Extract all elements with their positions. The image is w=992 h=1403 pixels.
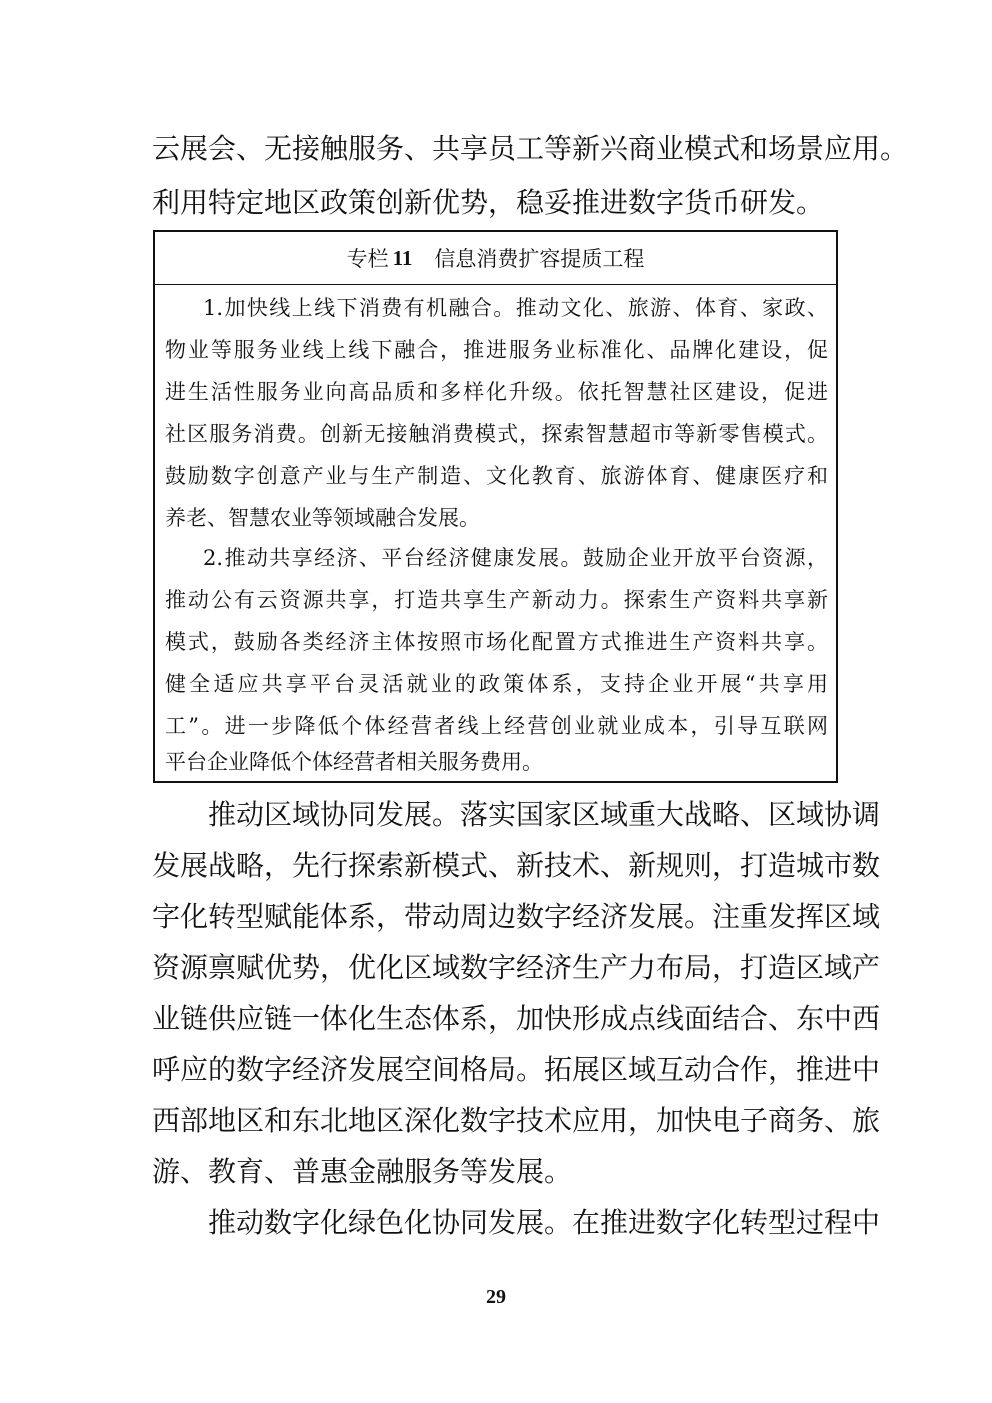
box-item1-line: 1.加快线上线下消费有机融合。推动文化、旅游、体育、家政、 [203,296,828,320]
box-item2-line: 2.推动共享经济、平台经济健康发展。鼓励企业开放平台资源， [203,546,828,570]
paragraph-line: 游、教育、普惠金融服务等发展。 [152,1155,573,1188]
feature-box-number: 11 [392,245,413,270]
box-item1-line: 进生活性服务业向高品质和多样化升级。依托智慧社区建设，促进 [165,380,828,404]
paragraph-line: 推动区域协同发展。落实国家区域重大战略、区域协调 [208,798,881,831]
paragraph-line: 发展战略，先行探索新模式、新技术、新规则，打造城市数 [152,849,881,882]
paragraph-line: 西部地区和东北地区深化数字技术应用，加快电子商务、旅 [152,1104,881,1137]
paragraph-line: 资源禀赋优势，优化区域数字经济生产力布局，打造区域产 [152,951,881,984]
box-item2-line: 工”。进一步降低个体经营者线上经营创业就业成本，引导互联网 [165,714,828,738]
box-item1-line: 社区服务消费。创新无接触消费模式，探索智慧超市等新零售模式。 [165,422,828,446]
feature-box-title: 信息消费扩容提质工程 [434,247,645,271]
box-item2-line: 模式，鼓励各类经济主体按照市场化配置方式推进生产资料共享。 [165,630,828,654]
box-item1-line: 物业等服务业线上线下融合，推进服务业标准化、品牌化建设，促 [165,338,828,362]
paragraph-line: 字化转型赋能体系，带动周边数字经济发展。注重发挥区域 [152,900,881,933]
feature-box [153,230,838,783]
box-item2-line: 平台企业降低个体经营者相关服务费用。 [165,750,543,774]
box-item1-line: 鼓励数字创意产业与生产制造、文化教育、旅游体育、健康医疗和 [165,464,828,488]
feature-box-header [155,232,836,285]
box-item1-line: 养老、智慧农业等领域融合发展。 [165,506,480,530]
feature-box-label: 专栏 [346,247,389,271]
paragraph-line: 推动数字化绿色化协同发展。在推进数字化转型过程中 [208,1206,881,1239]
box-item2-line: 健全适应共享平台灵活就业的政策体系，支持企业开展“共享用 [165,672,828,696]
intro-line: 云展会、无接触服务、共享员工等新兴商业模式和场景应用。 [152,132,909,165]
intro-line: 利用特定地区政策创新优势，稳妥推进数字货币研发。 [152,186,825,219]
paragraph-line: 呼应的数字经济发展空间格局。拓展区域互动合作，推进中 [152,1053,881,1086]
paragraph-line: 业链供应链一体化生态体系，加快形成点线面结合、东中西 [152,1002,881,1035]
page-number: 29 [486,1286,506,1308]
box-item2-line: 推动公有云资源共享，打造共享生产新动力。探索生产资料共享新 [165,588,828,612]
